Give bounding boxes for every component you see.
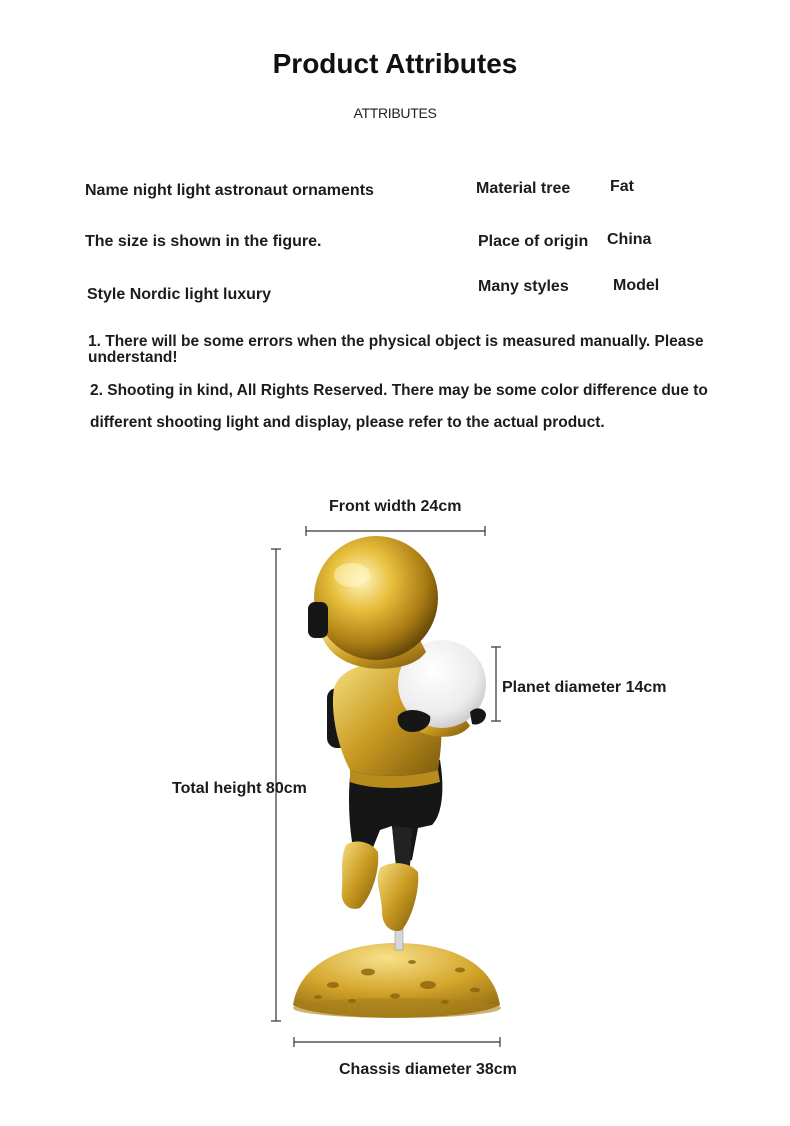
front-width-dimension-line: [306, 526, 485, 536]
attr-origin-label: Place of origin: [478, 233, 589, 250]
helmet: [308, 536, 438, 669]
chassis-diameter-dimension-line: [294, 1037, 500, 1047]
label-total-height: Total height 80cm: [172, 780, 307, 797]
note-color-line2: different shooting light and display, please refer to the actual product.: [90, 414, 605, 431]
page-title: Product Attributes: [272, 48, 518, 79]
attr-material-label: Material tree: [476, 180, 571, 197]
attr-style: Style Nordic light luxury: [87, 286, 272, 303]
attr-material-value: Fat: [610, 178, 634, 195]
moon-base: [293, 943, 501, 1018]
section-subtitle: ATTRIBUTES: [353, 105, 437, 121]
label-planet-diameter: Planet diameter 14cm: [502, 679, 667, 696]
attr-styles-value: Model: [613, 277, 660, 294]
note-measurement: 1. There will be some errors when the physical object is measured manually. Please understand!: [88, 333, 704, 366]
attr-origin-value: China: [607, 231, 652, 248]
attr-name: Name night light astronaut ornaments: [85, 182, 374, 199]
label-chassis-diameter: Chassis diameter 38cm: [339, 1061, 517, 1078]
note-color-line1: 2. Shooting in kind, All Rights Reserved. There may be some color difference due to: [90, 382, 708, 399]
label-front-width: Front width 24cm: [329, 498, 462, 515]
attr-styles-label: Many styles: [478, 278, 569, 295]
attr-size: The size is shown in the figure.: [85, 233, 322, 250]
planet-diameter-dimension-line: [491, 647, 501, 721]
